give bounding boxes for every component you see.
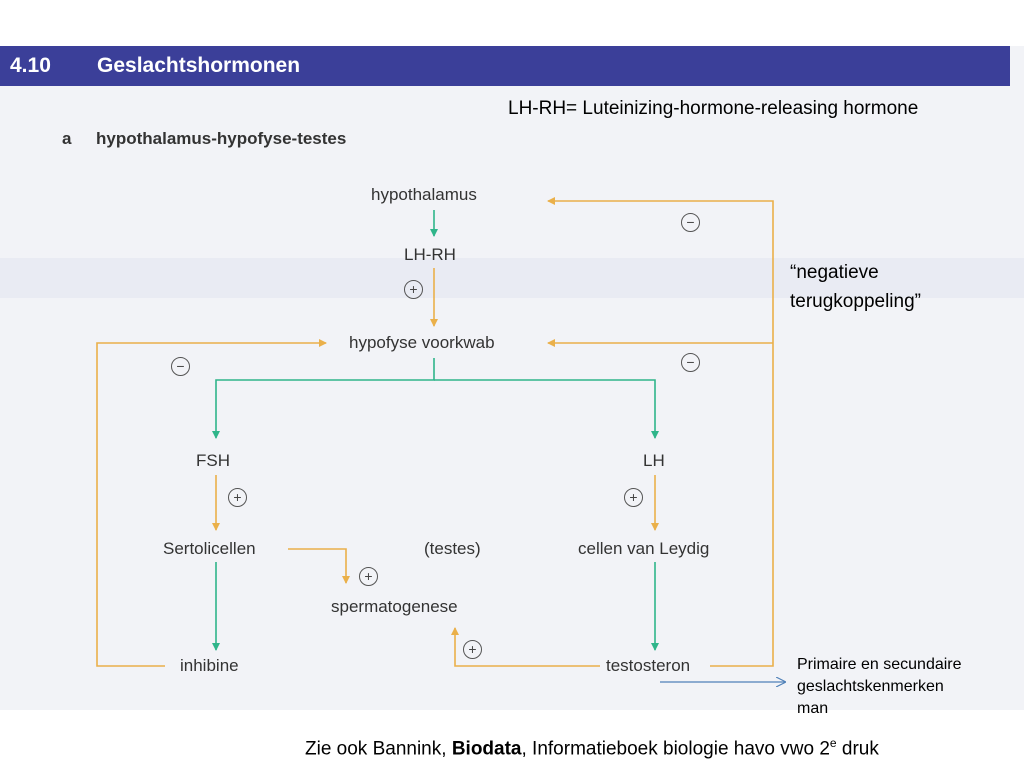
node-testosteron: testosteron <box>606 656 691 675</box>
plus-sign: + <box>359 567 378 586</box>
section-number: 4.10 <box>10 54 51 77</box>
source-footer <box>305 736 879 760</box>
characteristics-note <box>797 654 962 720</box>
node-testes: (testes) <box>424 539 481 558</box>
feedback-testosteron-hypothalamus <box>548 201 773 666</box>
minus-sign: − <box>171 357 190 376</box>
footer-middle: , Informatieboek biologie havo vwo 2 <box>521 738 830 760</box>
characteristics-line2: geslachtskenmerken <box>797 678 944 695</box>
plus-sign: + <box>404 280 423 299</box>
node-spermatogenese: spermatogenese <box>331 597 458 616</box>
feedback-note-line2: terugkoppeling” <box>790 291 921 312</box>
node-hypothalamus: hypothalamus <box>371 185 477 204</box>
footer-book-title: Biodata <box>451 738 522 760</box>
node-inhibine: inhibine <box>180 656 239 675</box>
footer-superscript: e <box>829 736 837 750</box>
characteristics-line3: man <box>797 700 829 717</box>
footer-suffix: druk <box>836 738 879 760</box>
subtitle-letter: a <box>62 129 72 148</box>
node-fsh: FSH <box>196 451 230 470</box>
section-title: Geslachtshormonen <box>97 54 301 77</box>
plus-sign: + <box>463 640 482 659</box>
footer-prefix: Zie ook Bannink, <box>305 738 452 760</box>
node-sertolicellen: Sertolicellen <box>163 539 256 558</box>
subtitle-text: hypothalamus-hypofyse-testes <box>96 129 347 148</box>
minus-sign: − <box>681 213 700 232</box>
minus-sign: − <box>681 353 700 372</box>
feedback-note-line1: “negatieve <box>790 262 879 283</box>
arrow-hypofyse-lh <box>434 380 655 438</box>
plus-sign: + <box>624 488 643 507</box>
arrow-hypofyse-fsh <box>216 358 434 438</box>
node-leydig: cellen van Leydig <box>578 539 710 558</box>
node-hypofyse: hypofyse voorkwab <box>349 333 495 352</box>
characteristics-line1: Primaire en secundaire <box>797 656 962 673</box>
feedback-inhibine-hypofyse <box>97 343 326 666</box>
lhrh-definition: LH-RH= Luteinizing-hormone-releasing hormone <box>508 98 919 119</box>
node-lhrh: LH-RH <box>404 245 456 264</box>
plus-sign: + <box>228 488 247 507</box>
node-lh: LH <box>643 451 665 470</box>
arrow-sertoli-spermatogenese <box>288 549 346 583</box>
